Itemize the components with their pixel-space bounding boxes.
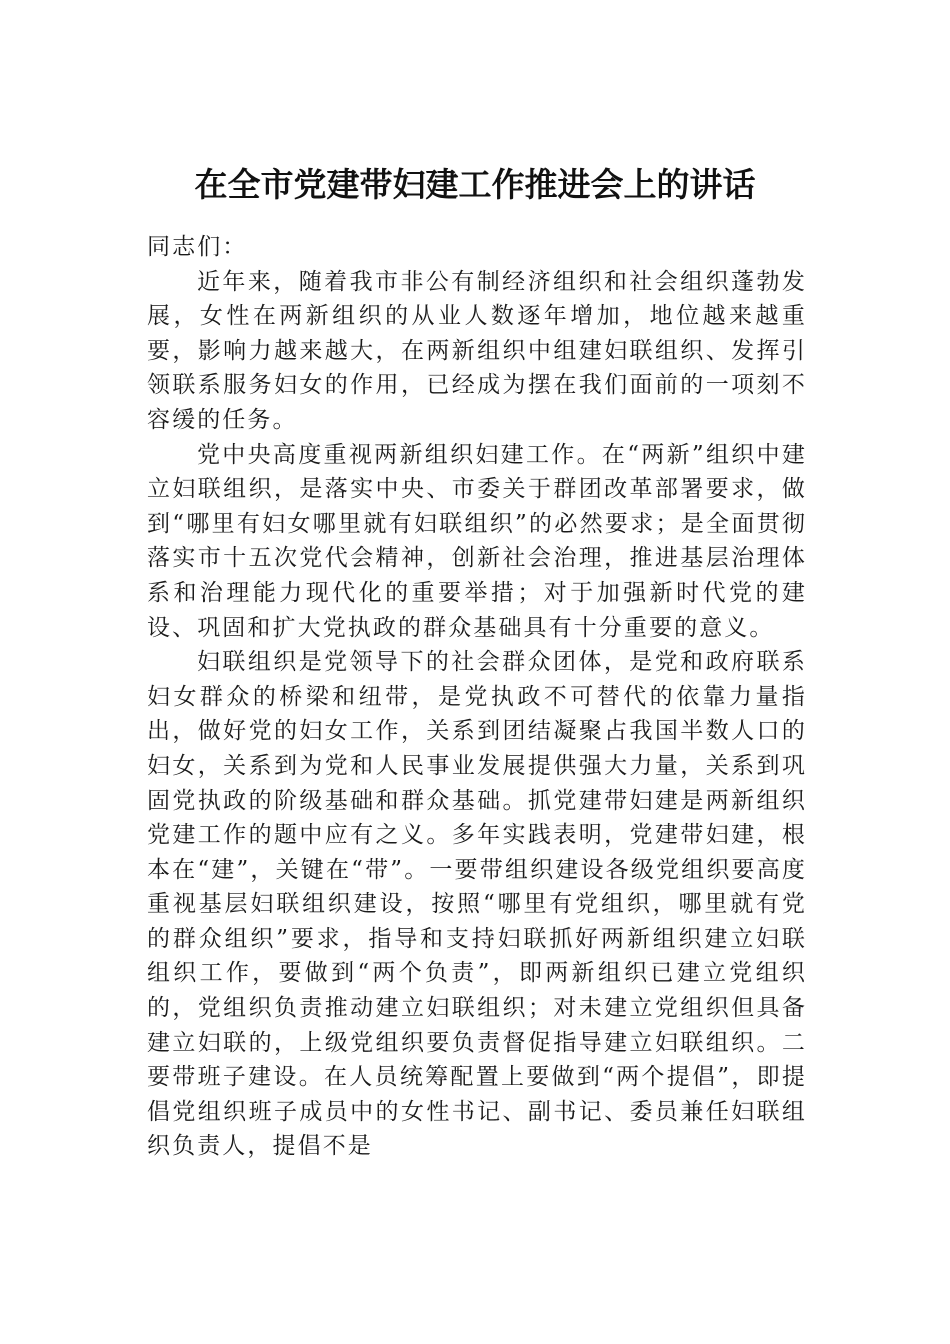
document-title: 在全市党建带妇建工作推进会上的讲话: [194, 165, 756, 204]
paragraph-1: 近年来，随着我市非公有制经济组织和社会组织蓬勃发展，女性在两新组织的从业人数逐年增加，地位越来越重要，影响力越来越大，在两新组织中组建妇联组织、发挥引领联系服务妇女的作用，已经成为摆在我们面前的一项刻不容缓的任务。: [147, 268, 807, 433]
paragraph-2: 党中央高度重视两新组织妇建工作。在“两新”组织中建立妇联组织，是落实中央、市委关于群团改革部署要求，做到“哪里有妇女哪里就有妇联组织”的必然要求；是全面贯彻落实市十五次党代会精神，创新社会治理，推进基层治理体系和治理能力现代化的重要举措；对于加强新时代党的建设、巩固和扩大党执政的群众基础具有十分重要的意义。: [147, 441, 807, 641]
document-body: [147, 230, 807, 1164]
paragraph-3: 妇联组织是党领导下的社会群众团体，是党和政府联系妇女群众的桥梁和纽带，是党执政不可替代的依靠力量指出，做好党的妇女工作，关系到团结凝聚占我国半数人口的妇女，关系到为党和人民事业发展提供强大力量，关系到巩固党执政的阶级基础和群众基础。抓党建带妇建是两新组织党建工作的题中应有之义。多年实践表明，党建带妇建，根本在“建”，关键在“带”。一要带组织建设各级党组织要高度重视基层妇联组织建设，按照“哪里有党组织，哪里就有党的群众组织”要求，指导和支持妇联抓好两新组织建立妇联组织工作，要做到“两个负责”，即两新组织已建立党组织的，党组织负责推动建立妇联组织；对未建立党组织但具备建立妇联的，上级党组织要负责督促指导建立妇联组织。二要带班子建设。在人员统筹配置上要做到“两个提倡”，即提倡党组织班子成员中的女性书记、副书记、委员兼任妇联组织负责人，提倡不是: [147, 649, 807, 1160]
salutation: 同志们：: [147, 234, 248, 260]
